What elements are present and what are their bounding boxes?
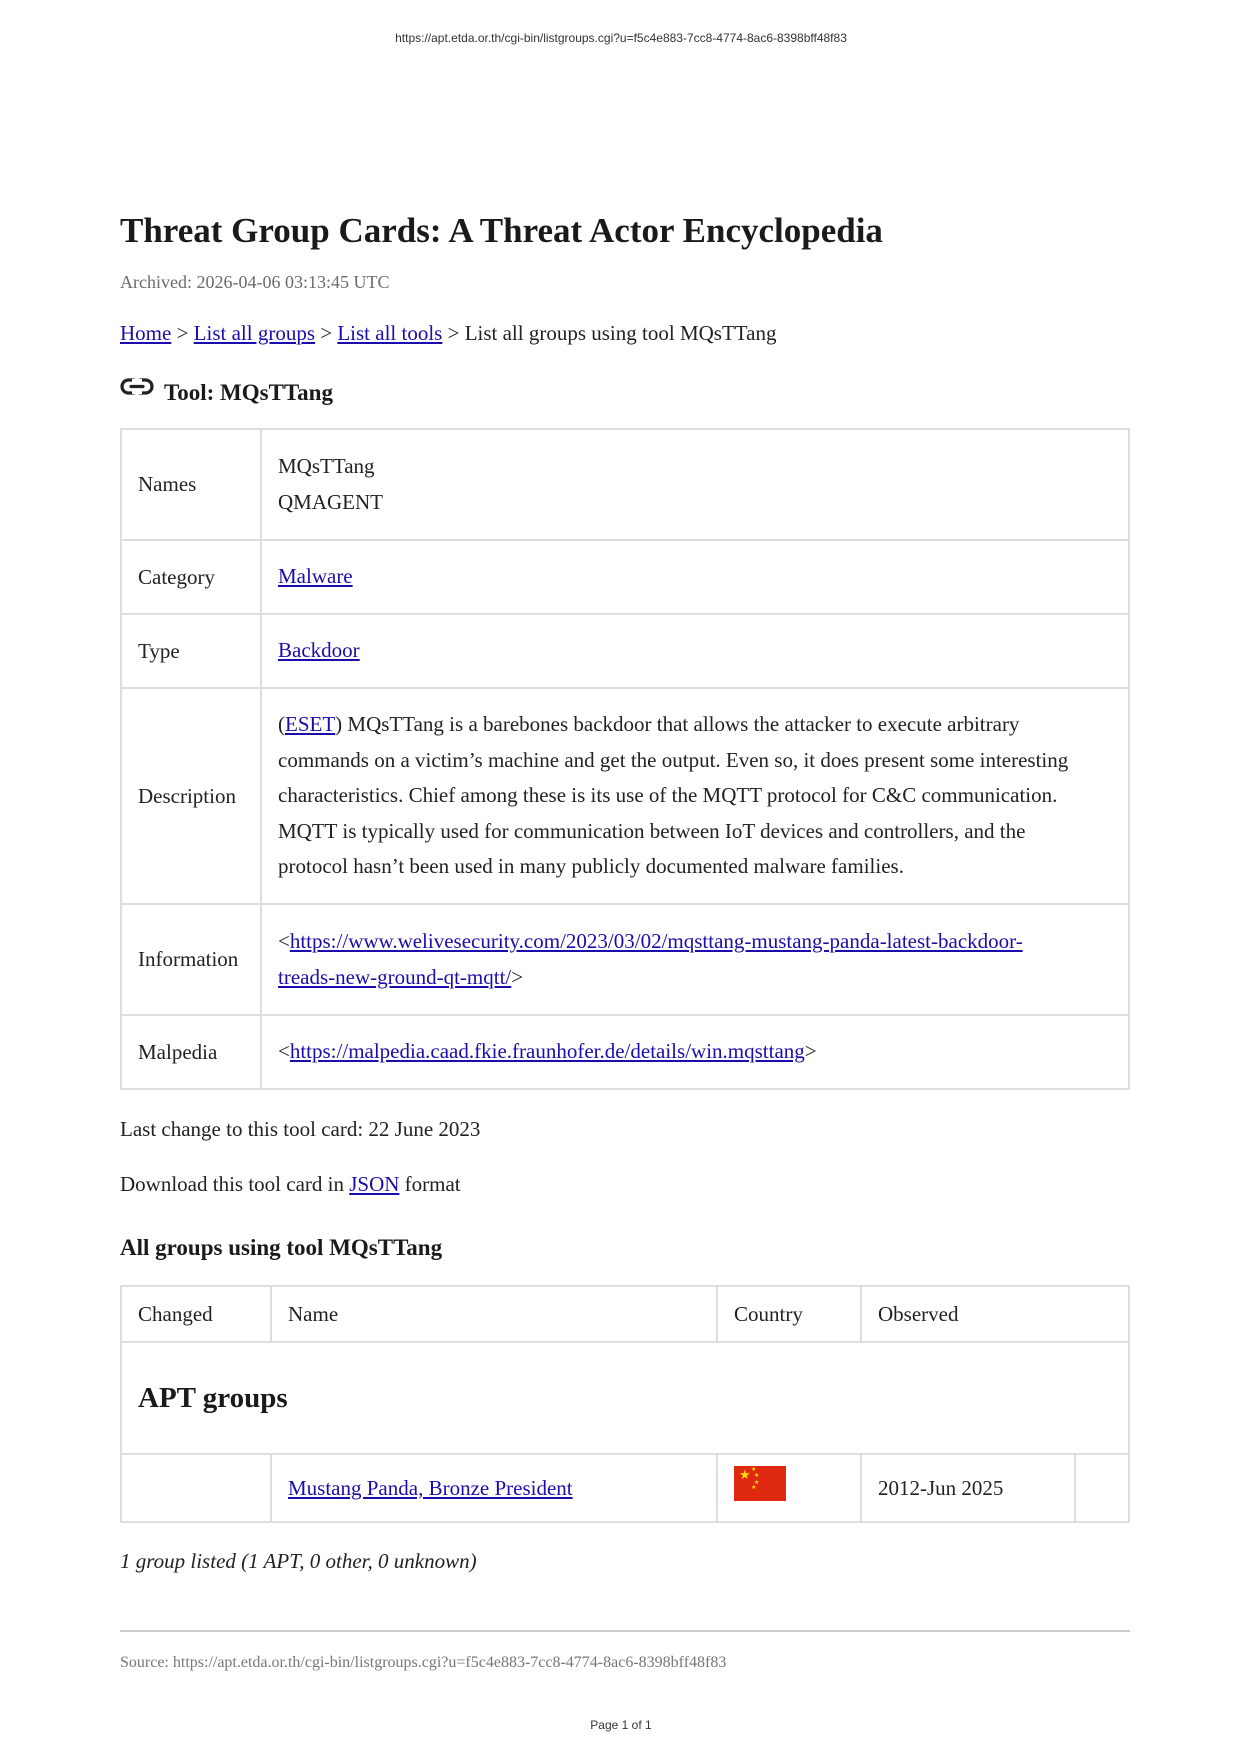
column-header-name: Name (271, 1286, 717, 1342)
download-text (120, 1172, 1130, 1197)
angle-close: > (511, 964, 524, 989)
description-line: characteristics. Chief among these is its use of the MQTT protocol for C&C communication. (278, 783, 1058, 808)
link-icon (120, 376, 156, 400)
column-header-changed: Changed (121, 1286, 271, 1342)
breadcrumb-tools-link[interactable]: List all tools (337, 321, 443, 345)
breadcrumb-separator: > (176, 321, 189, 345)
tool-field-label: Malpedia (121, 1015, 261, 1089)
groups-heading: All groups using tool MQsTTang (120, 1235, 443, 1260)
group-name-link[interactable]: Mustang Panda, Bronze President (288, 1475, 573, 1500)
download-after: format (404, 1172, 461, 1196)
tool-row-description (121, 688, 1129, 904)
divider (120, 1630, 1130, 1632)
description-line (278, 707, 1112, 743)
tool-name: MQsTTang (278, 454, 375, 478)
country-cell (717, 1454, 861, 1522)
tool-type-value (261, 614, 1129, 688)
china-flag-icon: ★ ★ ★ ★ ★ (734, 1466, 786, 1501)
groups-table (120, 1285, 1130, 1523)
description-line: commands on a victim’s machine and get the output. Even so, it does present some interesting (278, 747, 1069, 772)
tool-field-label: Names (121, 429, 261, 540)
information-line (278, 924, 1112, 960)
section-title: APT groups (138, 1381, 288, 1414)
archived-timestamp: Archived: 2026-04-06 03:13:45 UTC (120, 272, 390, 292)
observed-cell: 2012-Jun 2025 (861, 1454, 1075, 1522)
tool-names-value (261, 429, 1129, 540)
breadcrumb (120, 321, 1130, 346)
tool-information-value (261, 904, 1129, 1015)
extra-cell (1075, 1454, 1129, 1522)
column-header-country: Country (717, 1286, 861, 1342)
tool-row-category (121, 540, 1129, 614)
malpedia-link[interactable]: https://malpedia.caad.fkie.fraunhofer.de/details/win.mqsttang (289, 1039, 805, 1064)
description-line: MQTT is typically used for communication between IoT devices and controllers, and the (278, 818, 1026, 843)
changed-cell (121, 1454, 271, 1522)
category-link[interactable]: Malware (278, 564, 353, 589)
information-line (278, 960, 1112, 996)
description-paren: ( (278, 712, 285, 737)
angle-open: < (278, 1039, 290, 1064)
angle-close: > (804, 1039, 817, 1064)
table-row (121, 1454, 1129, 1522)
groups-summary: 1 group listed (1 APT, 0 other, 0 unknown) (120, 1549, 477, 1573)
column-header-observed: Observed (861, 1286, 1129, 1342)
tool-field-label: Information (121, 904, 261, 1015)
tool-heading-text: Tool: MQsTTang (164, 380, 333, 405)
tool-row-type (121, 614, 1129, 688)
information-link[interactable]: https://www.welivesecurity.com/2023/03/02/mqsttang-mustang-panda-latest-backdoor- (289, 929, 1023, 953)
tool-malpedia-value (261, 1015, 1129, 1089)
json-download-link[interactable]: JSON (349, 1172, 400, 1196)
description-text: ) MQsTTang is a barebones backdoor that allows the attacker to execute arbitrary (335, 712, 1020, 737)
tool-field-label: Type (121, 614, 261, 688)
type-link[interactable]: Backdoor (278, 638, 360, 663)
tool-category-value (261, 540, 1129, 614)
section-row (121, 1342, 1129, 1454)
section-cell (121, 1342, 1129, 1454)
tool-field-label: Description (121, 688, 261, 904)
tool-row-names (121, 429, 1129, 540)
main-content (120, 210, 1130, 1672)
tool-description-value (261, 688, 1129, 904)
information-link-continued[interactable]: treads-new-ground-qt-mqtt/ (278, 964, 512, 989)
page-number: Page 1 of 1 (590, 1718, 652, 1732)
page-title: Threat Group Cards: A Threat Actor Encyclopedia (120, 211, 883, 250)
tool-name: QMAGENT (278, 489, 383, 514)
breadcrumb-groups-link[interactable]: List all groups (193, 321, 315, 345)
tool-card-table (120, 428, 1130, 1090)
breadcrumb-current: List all groups using tool MQsTTang (464, 321, 777, 345)
groups-table-header-row (121, 1286, 1129, 1342)
tool-row-information (121, 904, 1129, 1015)
print-header-url: https://apt.etda.or.th/cgi-bin/listgroups.cgi?u=f5c4e883-7cc8-4774-8ac6-8398bff48f83 (395, 31, 847, 45)
tool-row-malpedia (121, 1015, 1129, 1089)
download-before: Download this tool card in (120, 1172, 344, 1196)
tool-field-label: Category (121, 540, 261, 614)
group-name-cell (271, 1454, 717, 1522)
breadcrumb-separator: > (320, 321, 333, 345)
breadcrumb-home-link[interactable]: Home (120, 321, 172, 345)
source-url: Source: https://apt.etda.or.th/cgi-bin/listgroups.cgi?u=f5c4e883-7cc8-4774-8ac6-8398bff48f83 (120, 1654, 727, 1671)
breadcrumb-separator: > (447, 321, 460, 345)
angle-open: < (278, 929, 290, 953)
tool-heading (120, 380, 1130, 406)
description-line: protocol hasn’t been used in many publicly documented malware families. (278, 854, 904, 879)
last-change-text: Last change to this tool card: 22 June 2023 (120, 1117, 481, 1141)
eset-source-link[interactable]: ESET (285, 712, 336, 737)
